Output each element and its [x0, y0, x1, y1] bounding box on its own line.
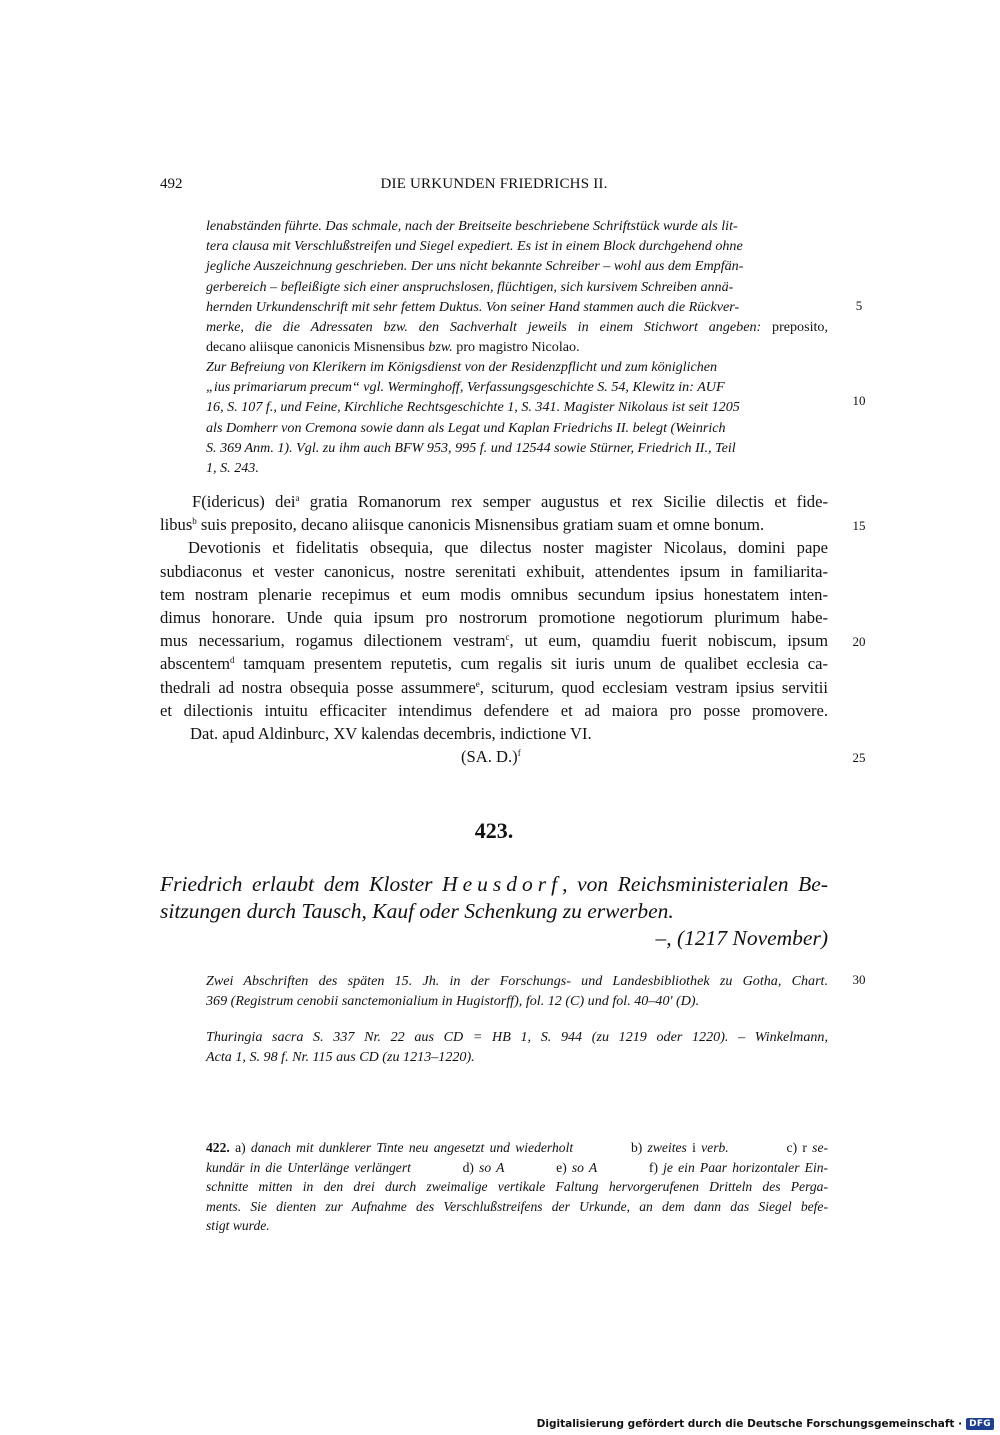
comment-line: 1, S. 243. — [206, 460, 259, 477]
charter-line: dimus honorare. Unde quia ipsum pro nostrorum promotione negotiorum plurimum habe- — [160, 608, 828, 628]
charter-line: mus necessarium, rogamus dilectionem vestram$^c$, ut eum, quamdiu fuerit nobiscum, ipsum — [160, 631, 828, 651]
funding-text: Digitalisierung gefördert durch die Deutsche Forschungsgemeinschaft · — [536, 1418, 963, 1430]
dorsal-note-italic: bzw. — [428, 339, 453, 356]
comment-text: merke, die die Adressaten bzw. den Sachverhalt jeweils in einem Stichwort angeben: — [206, 319, 762, 336]
line-number: 15 — [852, 518, 866, 533]
footnote-mark: b — [192, 516, 197, 527]
comment-line — [206, 317, 828, 337]
charter-line: tem nostram plenarie recepimus et eum modis omnibus secundum ipsius honestatem inten- — [160, 584, 828, 604]
comment-line: gerbereich – befleißigte sich einer anspruchslosen, flüchtigen, sich kursivem Schreiben annä- — [206, 278, 734, 295]
charter-line: Devotionis et fidelitatis obsequia, que dilectus noster magister Nicolaus, domini pape — [188, 538, 828, 558]
dorsal-note-roman: decano aliisque canonicis Misnensibus — [206, 339, 425, 356]
apparatus-notes — [206, 1138, 828, 1236]
comment-line: tera clausa mit Verschlußstreifen und Siegel expediert. Es ist in einem Block durchgehend ohne — [206, 238, 743, 255]
comment-line: jegliche Auszeichnung geschrieben. Der uns nicht bekannte Schreiber – wohl aus dem Empfän- — [206, 258, 744, 275]
footnote-mark: e — [475, 678, 480, 689]
document-rubric: Friedrich erlaubt dem Kloster Heusdorf, von Reichsministerialen Be- sitzungen durch Tausch, Kauf oder Schenkung zu erwerben. –, (1217 November) — [160, 872, 829, 950]
comment-line: „ius primariarum precum“ vgl. Werminghoff, Verfassungsgeschichte S. 54, Klewitz in: AUF — [206, 379, 725, 396]
line-number: 25 — [852, 750, 866, 765]
footnote-mark: c — [505, 632, 510, 643]
charter-line: thedrali ad nostra obsequia posse assummere$^e$, sciturum, quod ecclesiam vestram ipsius servitii — [160, 677, 828, 697]
apparatus-line: kundär in die Unterlänge verlängert d) so A e) so A f) je ein Paar horizontaler Ein- — [206, 1159, 829, 1175]
commentary-paragraph-1 — [206, 216, 828, 357]
commentary-paragraph-2 — [206, 357, 828, 478]
apparatus-line: 422. a) danach mit dunklerer Tinte neu angesetzt und wiederholt b) zweites i verb. c) r se- — [206, 1140, 829, 1155]
footnote-mark: a — [295, 493, 300, 503]
charter-line: subdiaconus et vester canonicus, nostre serenitati exhibuit, attendentes ipsum in familiarita- — [160, 561, 828, 581]
line-number: 20 — [852, 634, 866, 649]
charter-text — [160, 490, 828, 768]
comment-line: Zur Befreiung von Klerikern im Königsdienst von der Residenzpflicht und zum königlichen — [206, 359, 718, 375]
apparatus-line: stigt wurde. — [206, 1218, 270, 1233]
charter-line: F(idericus) dei$^a$ gratia Romanorum rex semper augustus et rex Sicilie dilectis et fide- — [192, 492, 828, 511]
footnote-mark: f — [517, 748, 521, 759]
dorsal-note-roman: pro magistro Nicolao. — [456, 339, 580, 356]
place-name: Heusdorf — [442, 872, 563, 896]
line-number: 5 — [855, 298, 863, 313]
tradition-note: Zwei Abschriften des späten 15. Jh. in der Forschungs- und Landesbibliothek zu Gotha, Chart. 369 (Registrum cenobii sanctemonialium in Hugistorff), fol. 12 (C) und fol. 40–40' (D). — [206, 973, 828, 1010]
charter-line: libus$^b$ suis preposito, decano aliisque canonicis Misnensibus gratiam suam et omne bonum. — [160, 515, 765, 535]
funding-footer — [537, 1418, 994, 1430]
document-number: 423. — [474, 818, 514, 843]
charter-line: et dilectionis intuitu efficaciter intendimus defendere et ad maiora pro posse promovere. — [160, 700, 828, 720]
page-number: 492 — [160, 176, 183, 192]
apparatus-line: schnitte mitten in den drei durch zweimalige vertikale Faltung hervorgerufenen Dritteln des Perga- — [206, 1179, 828, 1194]
comment-line: lenabständen führte. Das schmale, nach der Breitseite beschriebene Schriftstück wurde als lit- — [206, 218, 738, 234]
running-title: DIE URKUNDEN FRIEDRICHS II. — [380, 176, 608, 192]
comment-line: als Domherr von Cremona sowie dann als Legat und Kaplan Friedrichs II. belegt (Weinrich — [206, 419, 726, 436]
comment-line: 16, S. 107 f., und Feine, Kirchliche Rechtsgeschichte 1, S. 341. Magister Nikolaus ist seit 1205 — [206, 399, 740, 416]
dorsal-note-roman: preposito, — [772, 319, 828, 336]
line-number: 10 — [852, 393, 866, 408]
charter-line: abscentem$^d$ tamquam presentem reputetis, cum regalis sit iuris unum de qualibet ecclesia ca- — [160, 654, 828, 674]
comment-line: S. 369 Anm. 1). Vgl. zu ihm auch BFW 953, 995 f. und 12544 sowie Stürner, Friedrich II., Teil — [206, 439, 736, 456]
document-date: –, (1217 November) — [655, 926, 828, 950]
comment-line: hernden Urkundenschrift mit sehr fettem Duktus. Von seiner Hand stammen auch die Rückver- — [206, 298, 740, 315]
dfg-logo: DFG — [966, 1418, 994, 1430]
comment-line — [206, 337, 828, 357]
seal-note: (SA. D.)$^f$ — [461, 747, 521, 767]
dating-clause: Dat. apud Aldinburc, XV kalendas decembris, indictione VI. — [190, 724, 592, 744]
footnote-mark: d — [230, 655, 235, 666]
line-number: 30 — [852, 972, 866, 987]
apparatus-line: ments. Sie dienten zur Aufnahme des Verschlußstreifens der Urkunde, an dem dann das Siegel befe- — [206, 1198, 828, 1214]
editions-note: Thuringia sacra S. 337 Nr. 22 aus CD = HB 1, S. 944 (zu 1219 oder 1220). – Winkelmann, Acta 1, S. 98 f. Nr. 115 aus CD (zu 1213–1220). — [206, 1029, 828, 1066]
